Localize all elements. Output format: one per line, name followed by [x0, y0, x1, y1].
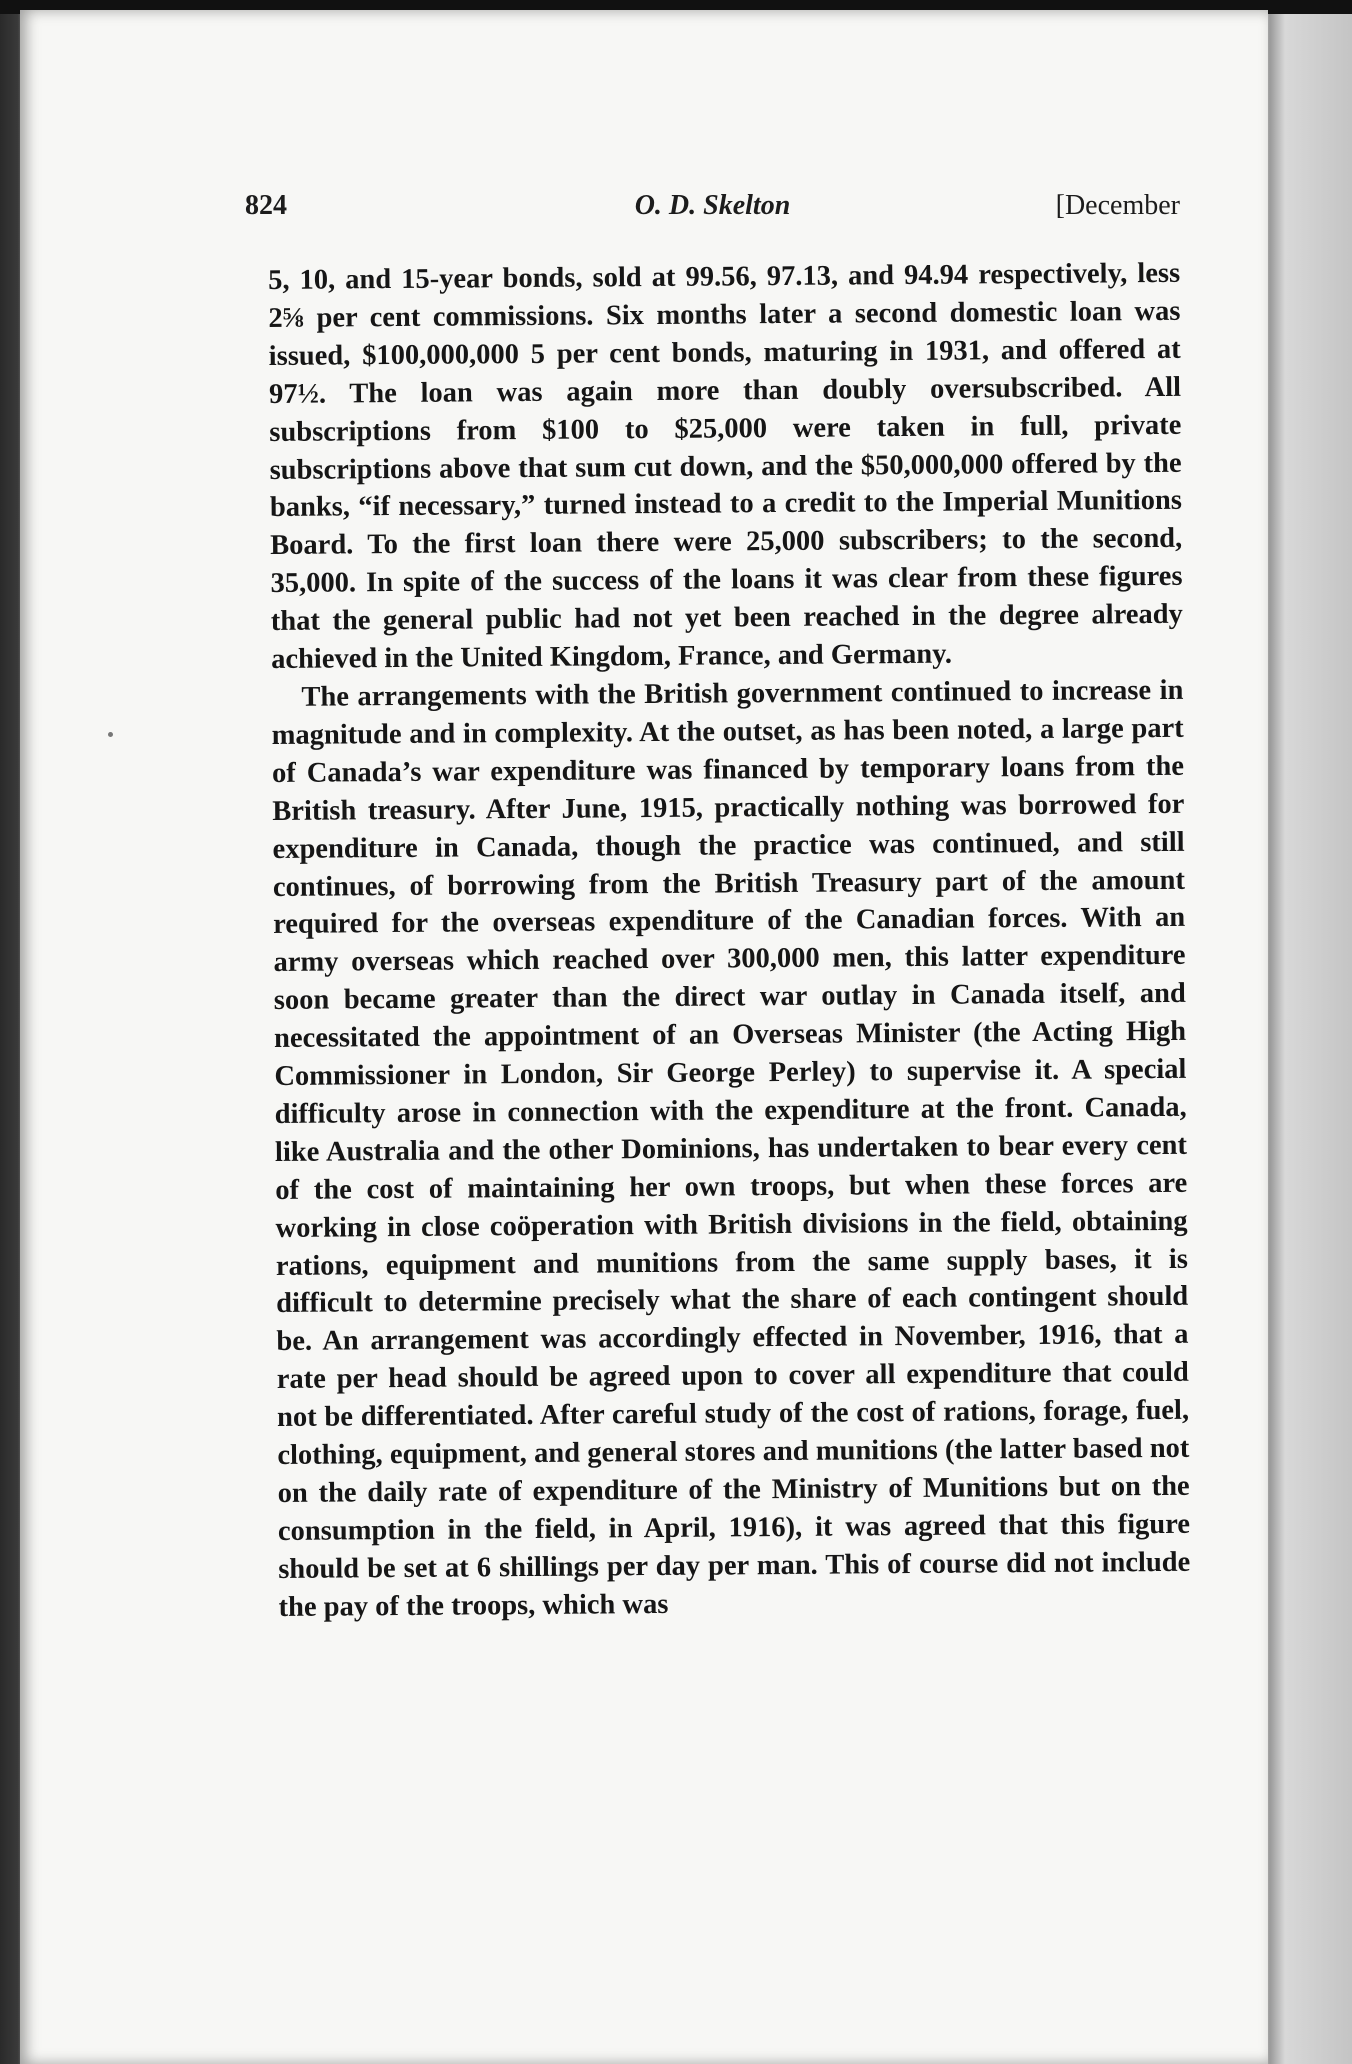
running-head-date: [December: [1055, 190, 1180, 221]
page-number: 824: [245, 190, 287, 221]
body-text: [268, 255, 1191, 1627]
paragraph-british-arrangements: The arrangements with the British government continued to increase in magnitude and in complexity. At the outset, as has been noted, a large part of Canada’s war expenditure was financed by temporary loans from the British treasury. After June, 1915, practically nothing was borrowed for expenditure in Canada, though the practice was continued, and still continues, of borrowing from the British Treasury part of the amount required for the overseas expenditure of the Canadian forces. With an army overseas which reached over 300,000 men, this latter expenditure soon became greater than the direct war outlay in Canada itself, and necessitated the appointment of an Overseas Minister (the Acting High Commissioner in London, Sir George Perley) to supervise it. A special difficulty arose in connection with the expenditure at the front. Canada, like Australia and the other Dominions, has undertaken to bear every cent of the cost of maintaining her own troops, but when these forces are working in close coöperation with British divisions in the field, obtaining rations, equipment and munitions from the same supply bases, it is difficult to determine precisely what the share of each contingent should be. An arrangement was accordingly effected in November, 1916, that a rate per head should be agreed upon to cover all expenditure that could not be differentiated. After careful study of the cost of rations, forage, fuel, clothing, equipment, and general stores and munitions (the latter based not on the daily rate of expenditure of the Ministry of Munitions but on the consumption in the field, in April, 1916), it was agreed that this figure should be set at 6 shillings per day per man. This of course did not include the pay of the troops, which was: [271, 674, 1191, 1623]
paragraph-continued: 5, 10, and 15-year bonds, sold at 99.56, 97.13, and 94.94 respectively, less 2⅝ per cent commissions. Six months later a second domestic loan was issued, $100,000,000 5 per cent bonds, maturing in 1931, and offered at 97½. The loan was again more than doubly oversubscribed. All subscriptions from $100 to $25,000 were taken in full, private subscriptions above that sum cut down, and the $50,000,000 offered by the banks, “if necessary,” turned instead to a credit to the Imperial Munitions Board. To the first loan there were 25,000 subscribers; to the second, 35,000. In spite of the success of the loans it was clear from these figures that the general public had not yet been reached in the degree already achieved in the United Kingdom, France, and Germany.: [268, 257, 1183, 676]
running-head-author: O. D. Skelton: [634, 190, 791, 221]
page-speck: [108, 732, 113, 737]
running-header: [245, 190, 1180, 230]
